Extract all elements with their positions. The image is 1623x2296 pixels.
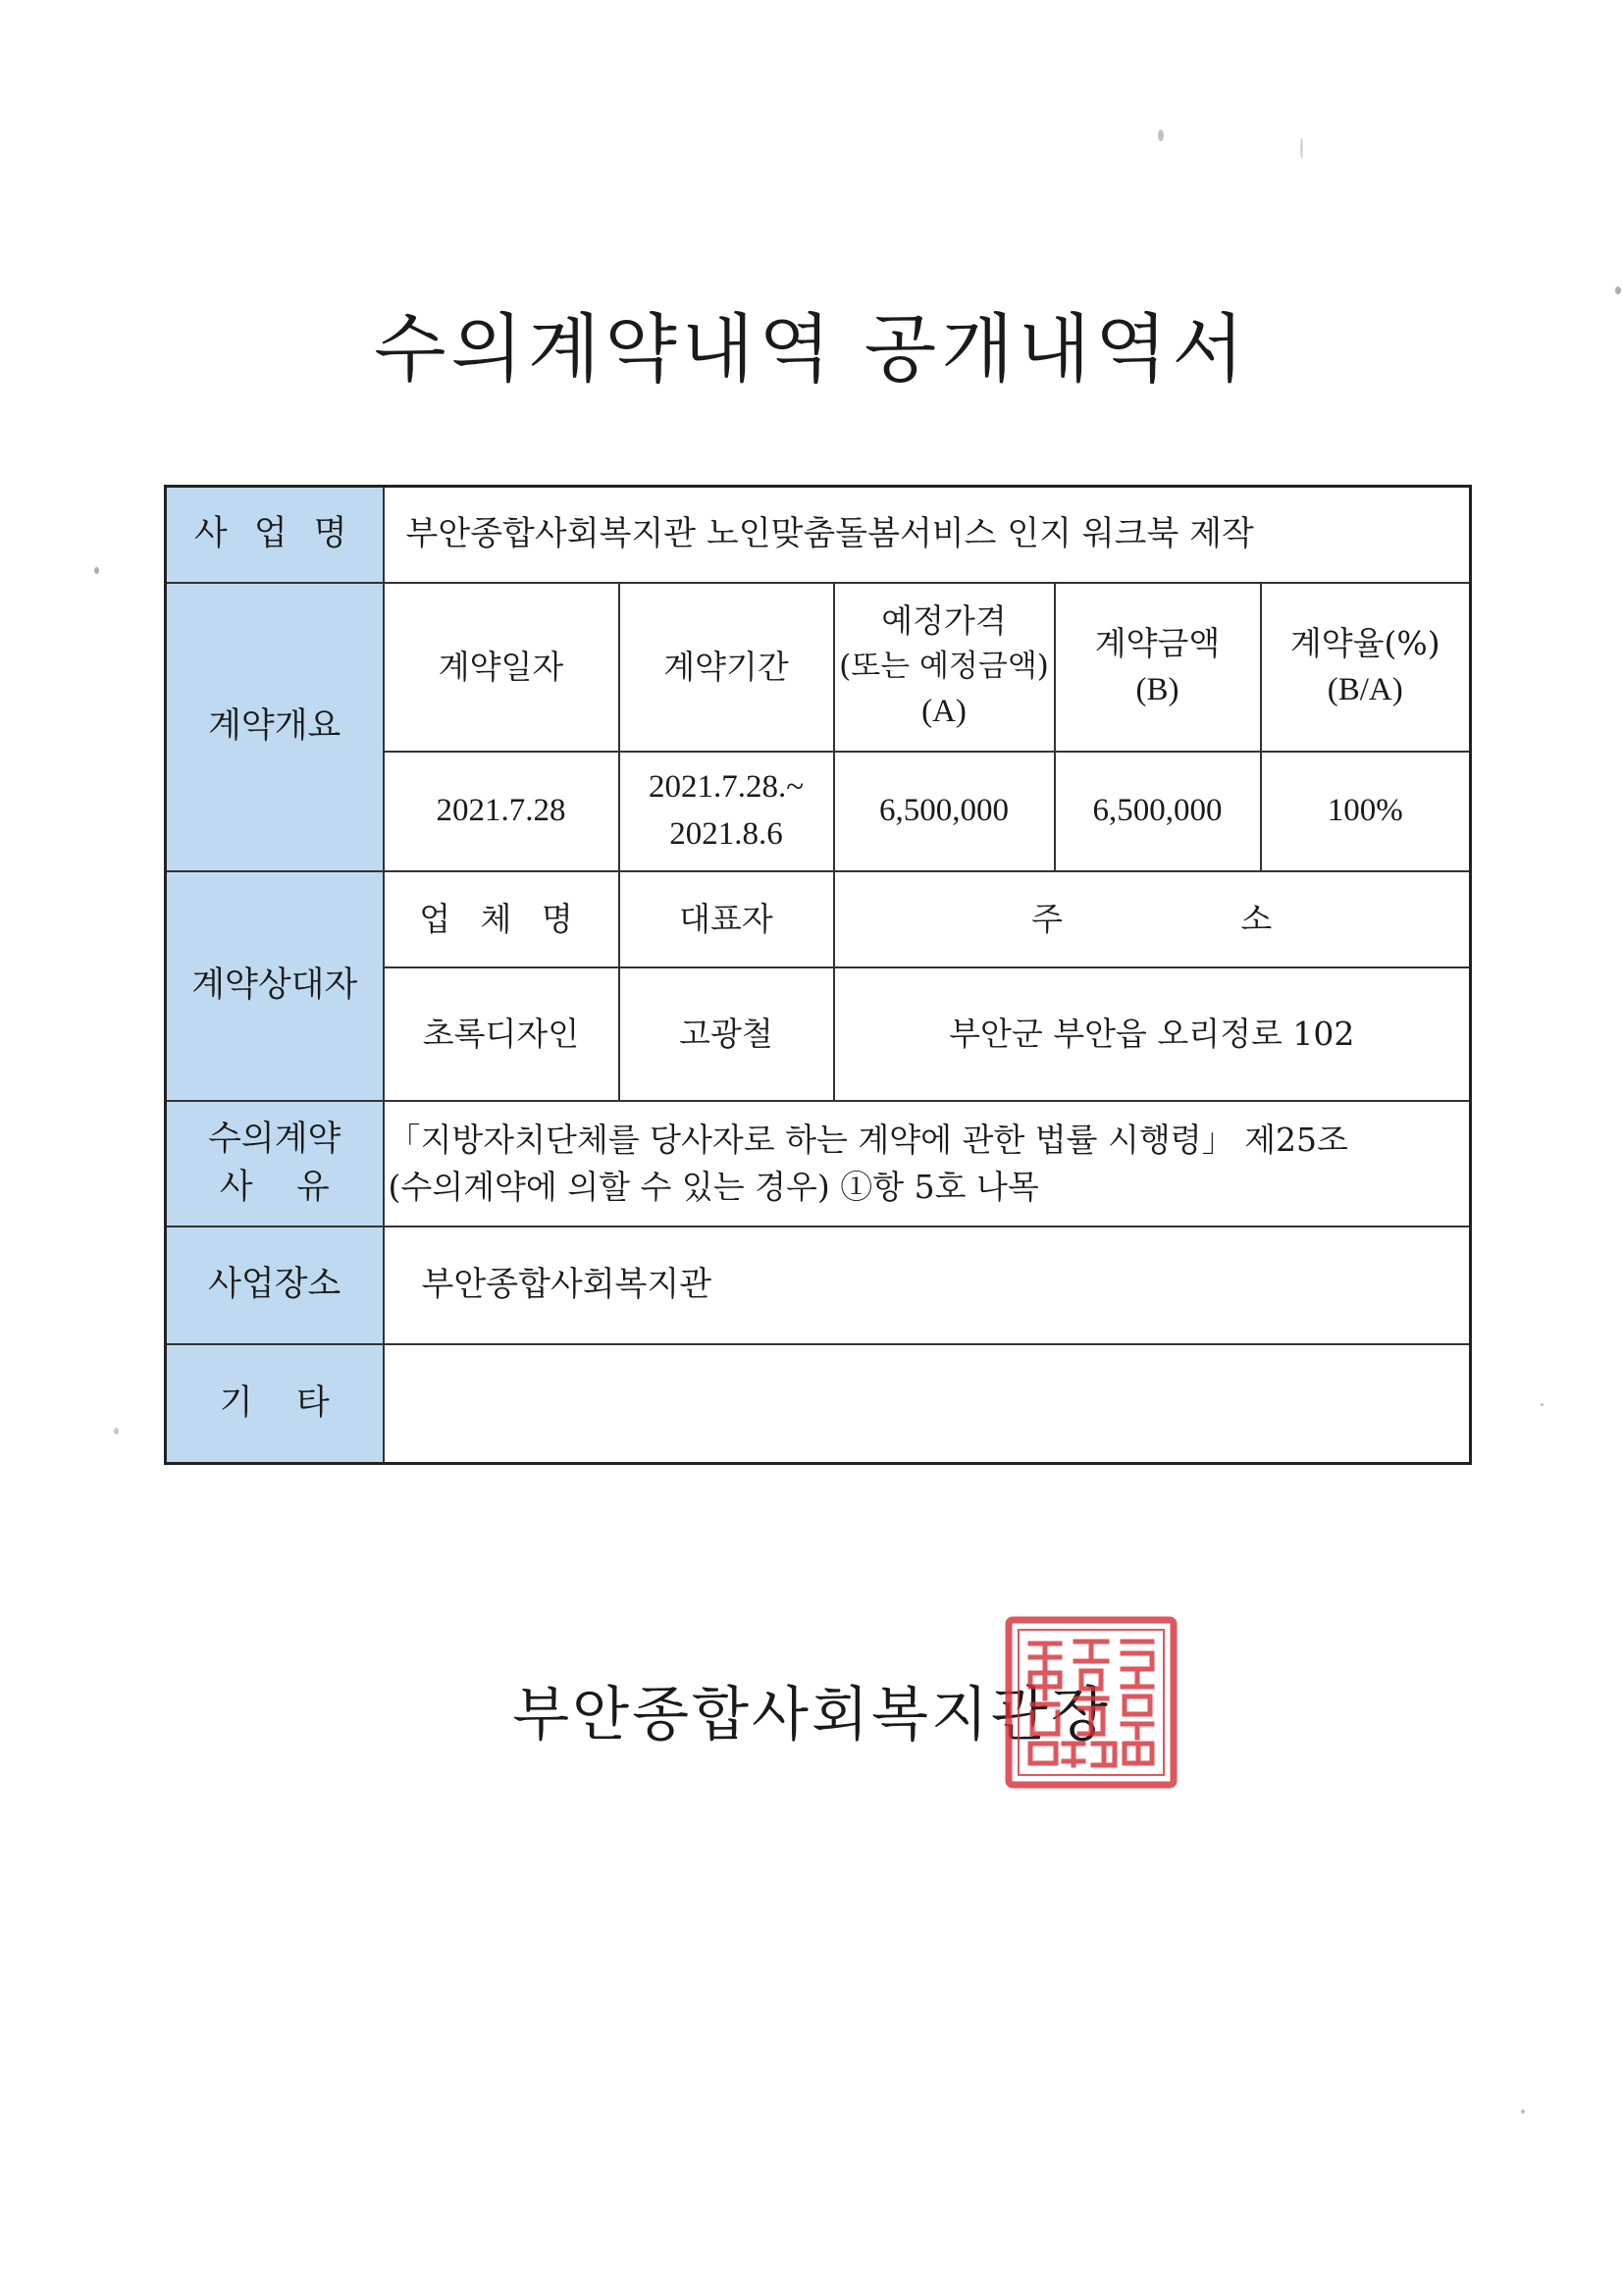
scan-speck [1615, 287, 1621, 294]
etc-row [166, 1344, 1471, 1464]
address-header-part1: 주 [1031, 899, 1064, 938]
representative-header: 대표자 [619, 871, 834, 967]
scan-speck [114, 1428, 119, 1435]
reason-label-line2: 사 유 [219, 1167, 330, 1207]
reason-line1: 「지방자치단체를 당사자로 하는 계약에 관한 법률 시행령」 제25조 [388, 1120, 1348, 1159]
contract-period-start: 2021.7.28.~ [648, 768, 805, 805]
scan-speck [1300, 137, 1303, 159]
address-value: 부안군 부안읍 오리정로 102 [834, 967, 1471, 1101]
contract-date-header: 계약일자 [384, 583, 619, 752]
official-seal-stamp [1003, 1614, 1179, 1791]
address-header-part2: 소 [1240, 899, 1273, 938]
estimated-price-header [834, 583, 1055, 752]
contract-amount-header-line2: (B) [1135, 671, 1179, 707]
venue-label: 사업장소 [166, 1226, 384, 1344]
issuing-organization: 부안종합사회복지관장 [512, 1681, 1111, 1749]
contract-amount-value: 6,500,000 [1055, 752, 1261, 871]
contract-rate-value: 100% [1261, 752, 1471, 871]
reason-value [384, 1101, 1471, 1226]
etc-label: 기 타 [166, 1344, 384, 1464]
contract-rate-header-line2: (B/A) [1327, 671, 1403, 707]
contract-disclosure-table [164, 485, 1472, 1465]
business-name-value: 부안종합사회복지관 노인맞춤돌봄서비스 인지 워크북 제작 [384, 487, 1471, 583]
scan-speck [1541, 1403, 1544, 1406]
reason-label [166, 1101, 384, 1226]
reason-label-line1: 수의계약 [208, 1119, 341, 1159]
contract-amount-header-line1: 계약금액 [1094, 623, 1221, 662]
business-name-label: 사 업 명 [166, 487, 384, 583]
estimated-price-header-line3: (A) [921, 693, 967, 729]
contract-rate-header-line1: 계약율(%) [1289, 623, 1440, 662]
estimated-price-value: 6,500,000 [834, 752, 1055, 871]
overview-header-row [166, 583, 1471, 752]
estimated-price-header-line1: 예정가격 [881, 601, 1007, 641]
scan-speck [1521, 2110, 1525, 2113]
contract-rate-header [1261, 583, 1471, 752]
scan-speck [1158, 130, 1164, 141]
reason-row [166, 1101, 1471, 1226]
company-value: 초록디자인 [384, 967, 619, 1101]
venue-row [166, 1226, 1471, 1344]
address-header [834, 871, 1471, 967]
scan-speck [94, 567, 99, 574]
contract-period-end: 2021.8.6 [669, 815, 783, 852]
estimated-price-header-line2: (또는 예정금액) [839, 649, 1049, 685]
etc-value [384, 1344, 1471, 1464]
contract-period-value [619, 752, 834, 871]
contract-period-header: 계약기간 [619, 583, 834, 752]
venue-value: 부안종합사회복지관 [384, 1226, 1471, 1344]
business-name-row [166, 487, 1471, 583]
contract-date-value: 2021.7.28 [384, 752, 619, 871]
reason-line2: (수의계약에 의할 수 있는 경우) ①항 5호 나목 [388, 1167, 1039, 1206]
company-header: 업 체 명 [384, 871, 619, 967]
contract-overview-label: 계약개요 [166, 583, 384, 871]
contractor-header-row [166, 871, 1471, 967]
representative-value: 고광철 [619, 967, 834, 1101]
contract-amount-header [1055, 583, 1261, 752]
contractor-label: 계약상대자 [166, 871, 384, 1101]
document-title: 수의계약내역 공개내역서 [374, 305, 1249, 392]
